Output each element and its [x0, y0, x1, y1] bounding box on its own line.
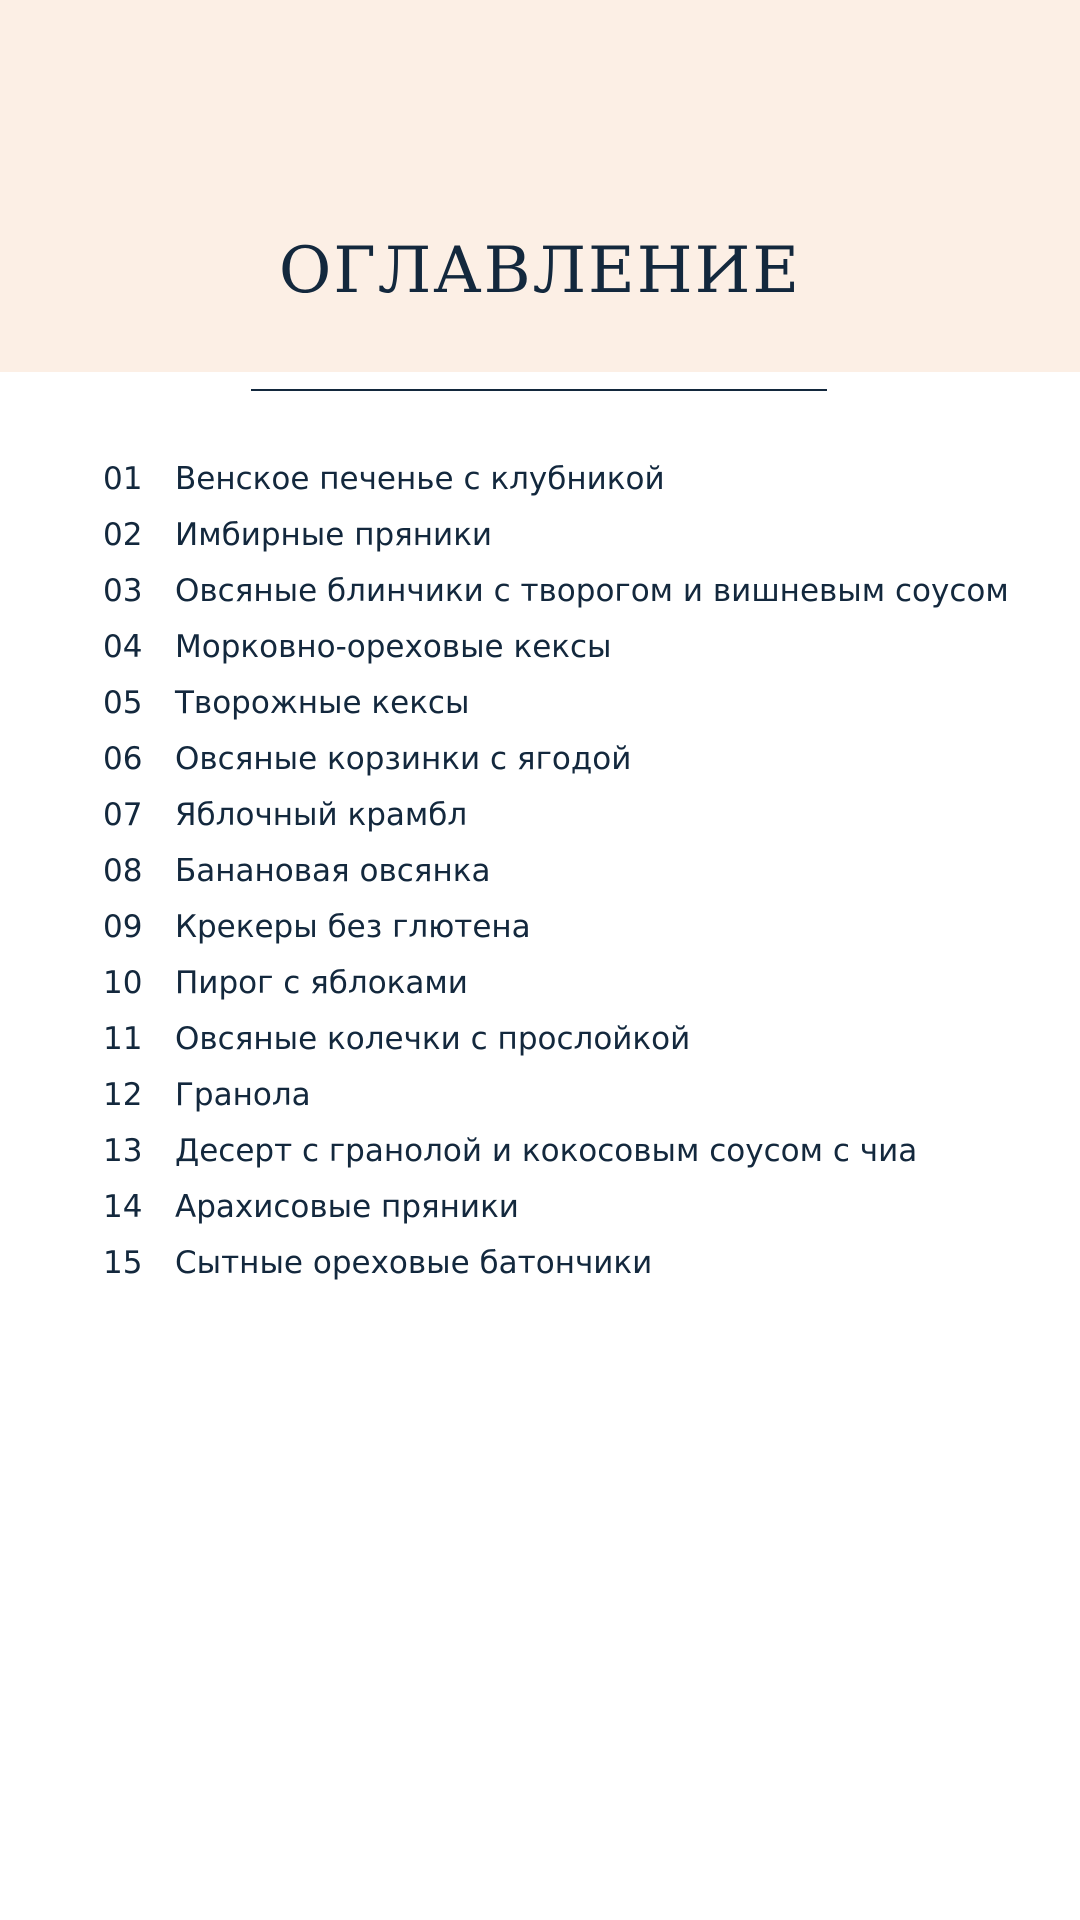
toc-item-number: 11 [103, 1021, 143, 1057]
toc-item-title: Сытные ореховые батончики [175, 1245, 653, 1281]
toc-item-11[interactable] [0, 1011, 1080, 1067]
toc-item-12[interactable] [0, 1067, 1080, 1123]
toc-item-number: 05 [103, 685, 143, 721]
toc-item-number: 03 [103, 573, 143, 609]
toc-item-02[interactable] [0, 507, 1080, 563]
toc-item-number: 02 [103, 517, 143, 553]
toc-item-07[interactable] [0, 787, 1080, 843]
toc-item-number: 09 [103, 909, 143, 945]
toc-item-title: Банановая овсянка [175, 853, 491, 889]
toc-item-number: 10 [103, 965, 143, 1001]
toc-item-title: Гранола [175, 1077, 311, 1113]
table-of-contents [0, 451, 1080, 1291]
toc-item-title: Яблочный крамбл [175, 797, 468, 833]
toc-item-number: 08 [103, 853, 143, 889]
toc-item-09[interactable] [0, 899, 1080, 955]
page-title: ОГЛАВЛЕНИЕ [278, 234, 802, 308]
toc-item-title: Морковно-ореховые кексы [175, 629, 612, 665]
toc-item-number: 12 [103, 1077, 143, 1113]
toc-item-title: Пирог с яблоками [175, 965, 468, 1001]
toc-item-number: 04 [103, 629, 143, 665]
toc-item-05[interactable] [0, 675, 1080, 731]
toc-item-04[interactable] [0, 619, 1080, 675]
toc-item-number: 07 [103, 797, 143, 833]
toc-item-number: 13 [103, 1133, 143, 1169]
toc-item-15[interactable] [0, 1235, 1080, 1291]
toc-item-title: Венское печенье с клубникой [175, 461, 665, 497]
toc-item-14[interactable] [0, 1179, 1080, 1235]
toc-item-number: 15 [103, 1245, 143, 1281]
toc-item-title: Десерт с гранолой и кокосовым соусом с чиа [175, 1133, 918, 1169]
toc-item-13[interactable] [0, 1123, 1080, 1179]
toc-item-title: Овсяные колечки с прослойкой [175, 1021, 691, 1057]
toc-item-01[interactable] [0, 451, 1080, 507]
toc-item-03[interactable] [0, 563, 1080, 619]
toc-item-06[interactable] [0, 731, 1080, 787]
toc-item-08[interactable] [0, 843, 1080, 899]
toc-item-title: Творожные кексы [175, 685, 470, 721]
header-band [0, 0, 1080, 372]
title-divider [251, 389, 827, 391]
toc-item-number: 14 [103, 1189, 143, 1225]
toc-item-10[interactable] [0, 955, 1080, 1011]
toc-item-title: Крекеры без глютена [175, 909, 531, 945]
toc-item-title: Овсяные корзинки с ягодой [175, 741, 632, 777]
toc-item-title: Арахисовые пряники [175, 1189, 519, 1225]
toc-item-title: Имбирные пряники [175, 517, 493, 553]
toc-item-number: 01 [103, 461, 143, 497]
toc-item-title: Овсяные блинчики с творогом и вишневым соусом [175, 573, 1009, 609]
toc-item-number: 06 [103, 741, 143, 777]
